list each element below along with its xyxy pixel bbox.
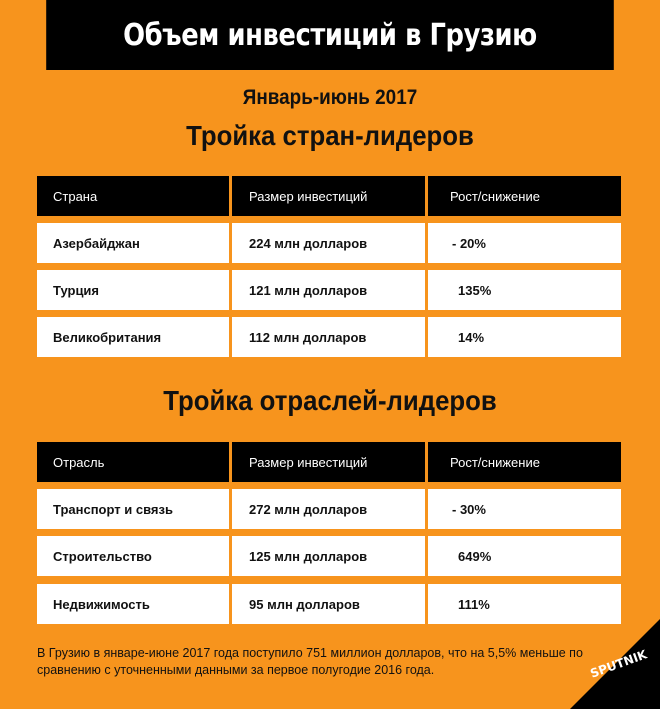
sectors-title: Тройка отраслей-лидеров bbox=[163, 385, 497, 416]
table-row bbox=[37, 270, 621, 310]
table-row bbox=[37, 536, 621, 576]
sector-cell: Строительство bbox=[37, 536, 229, 576]
sector-cell: Недвижимость bbox=[37, 584, 229, 624]
investment-cell: 272 млн долларов bbox=[232, 489, 425, 529]
table-row bbox=[37, 317, 621, 357]
sputnik-logo-text: SPUTNIK bbox=[588, 647, 649, 681]
column-header-investment: Размер инвестиций bbox=[232, 442, 425, 482]
table-row bbox=[37, 584, 621, 624]
table-row bbox=[37, 223, 621, 263]
change-cell: 14% bbox=[428, 317, 621, 357]
investment-cell: 125 млн долларов bbox=[232, 536, 425, 576]
change-cell: 111% bbox=[428, 584, 621, 624]
change-cell: 649% bbox=[428, 536, 621, 576]
column-header-change: Рост/снижение bbox=[428, 442, 621, 482]
table-row bbox=[37, 489, 621, 529]
period-label: Январь-июнь 2017 bbox=[242, 86, 418, 109]
sectors-table-header bbox=[37, 442, 621, 482]
country-cell: Азербайджан bbox=[37, 223, 229, 263]
investment-cell: 112 млн долларов bbox=[232, 317, 425, 357]
sector-cell: Транспорт и связь bbox=[37, 489, 229, 529]
change-cell: - 20% bbox=[428, 223, 621, 263]
investment-cell: 95 млн долларов bbox=[232, 584, 425, 624]
countries-title: Тройка стран-лидеров bbox=[186, 120, 474, 151]
investment-cell: 121 млн долларов bbox=[232, 270, 425, 310]
footnote: В Грузию в январе-июне 2017 года поступило 751 миллион долларов, что на 5,5% меньше по сравнению с уточненными данными за первое полугодие 2016 года. bbox=[37, 646, 583, 677]
country-cell: Турция bbox=[37, 270, 229, 310]
investment-cell: 224 млн долларов bbox=[232, 223, 425, 263]
countries-table-header bbox=[37, 176, 621, 216]
page-title: Объем инвестиций в Грузию bbox=[46, 0, 614, 70]
column-header-sector: Отрасль bbox=[37, 442, 229, 482]
column-header-country: Страна bbox=[37, 176, 229, 216]
column-header-investment: Размер инвестиций bbox=[232, 176, 425, 216]
change-cell: - 30% bbox=[428, 489, 621, 529]
column-header-change: Рост/снижение bbox=[428, 176, 621, 216]
change-cell: 135% bbox=[428, 270, 621, 310]
country-cell: Великобритания bbox=[37, 317, 229, 357]
